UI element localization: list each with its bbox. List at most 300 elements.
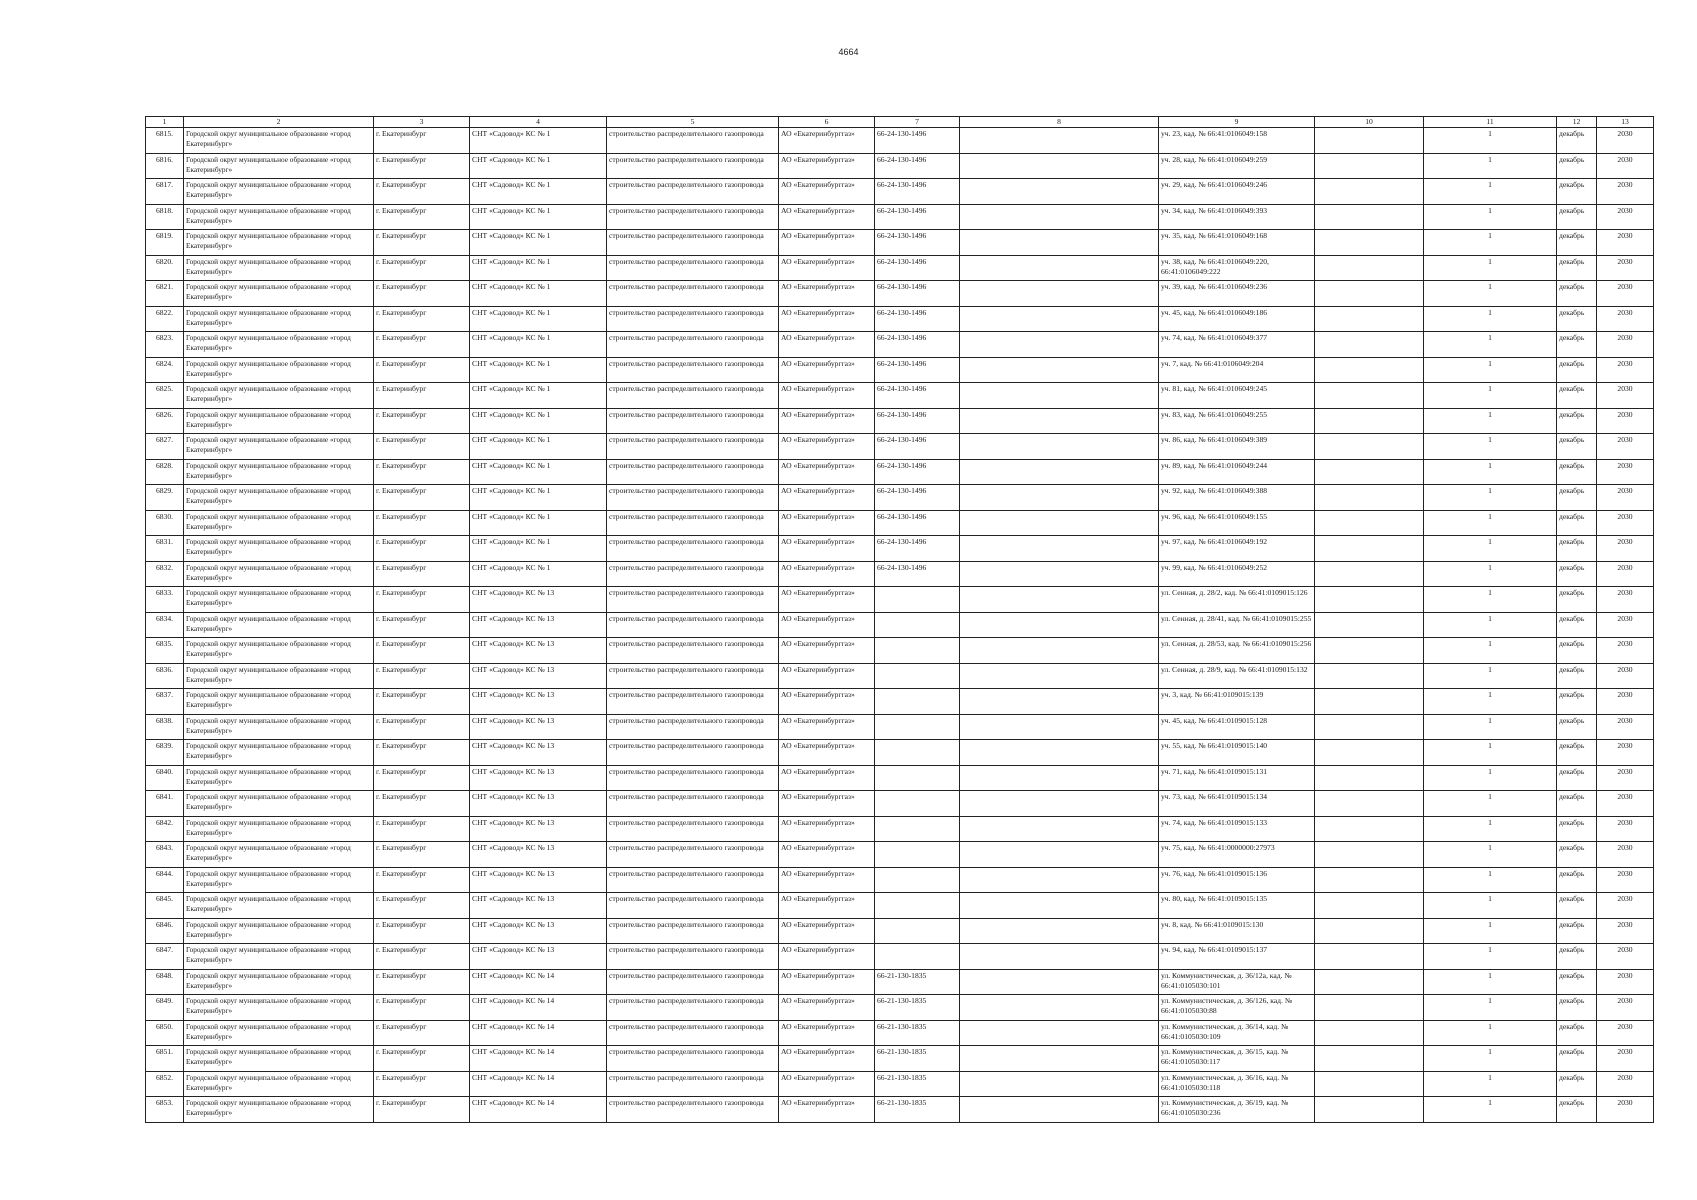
cell-quantity: 1 (1424, 128, 1557, 154)
cell-plot-cadastral: уч. 45, кад. № 66:41:0109015:128 (1159, 714, 1315, 740)
cell-year: 2030 (1597, 689, 1654, 715)
cell-location-object: СНТ «Садовод» КС № 13 (470, 918, 607, 944)
cell-quantity: 1 (1424, 485, 1557, 511)
cell-organization: АО «Екатеринбурггаз» (779, 357, 875, 383)
cell-municipality: Городской округ муниципальное образование «город Екатеринбург» (184, 357, 374, 383)
cell-plot-cadastral: уч. 3, кад. № 66:41:0109015:139 (1159, 689, 1315, 715)
cell-reserve (1315, 842, 1424, 868)
cell-month: декабрь (1557, 893, 1597, 919)
cell-work-type: строительство распределительного газопровода (607, 638, 779, 664)
cell-year: 2030 (1597, 383, 1654, 409)
cell-work-type: строительство распределительного газопровода (607, 255, 779, 281)
cell-location-object: СНТ «Садовод» КС № 13 (470, 587, 607, 613)
cell-quantity: 1 (1424, 1046, 1557, 1072)
cell-month: декабрь (1557, 536, 1597, 562)
cell-row-number: 6831. (146, 536, 184, 562)
cell-row-number: 6825. (146, 383, 184, 409)
column-header-5: 5 (607, 117, 779, 128)
cell-month: декабрь (1557, 153, 1597, 179)
cell-year: 2030 (1597, 204, 1654, 230)
cell-quantity: 1 (1424, 408, 1557, 434)
cell-year: 2030 (1597, 918, 1654, 944)
cell-municipality: Городской округ муниципальное образование «город Екатеринбург» (184, 536, 374, 562)
cell-organization: АО «Екатеринбурггаз» (779, 612, 875, 638)
cell-location-object: СНТ «Садовод» КС № 1 (470, 332, 607, 358)
cell-permit-number: 66-24-130-1496 (875, 204, 960, 230)
cell-permit-number: 66-21-130-1835 (875, 1046, 960, 1072)
cell-note (960, 969, 1159, 995)
cell-note (960, 434, 1159, 460)
cell-location-object: СНТ «Садовод» КС № 14 (470, 1097, 607, 1123)
cell-permit-number: 66-24-130-1496 (875, 153, 960, 179)
cell-locality: г. Екатеринбург (374, 612, 470, 638)
cell-location-object: СНТ «Садовод» КС № 1 (470, 485, 607, 511)
cell-plot-cadastral: ул. Сенная, д. 28/2, кад. № 66:41:0109015:126 (1159, 587, 1315, 613)
cell-work-type: строительство распределительного газопровода (607, 791, 779, 817)
cell-work-type: строительство распределительного газопровода (607, 383, 779, 409)
cell-municipality: Городской округ муниципальное образование «город Екатеринбург» (184, 944, 374, 970)
cell-work-type: строительство распределительного газопровода (607, 434, 779, 460)
cell-organization: АО «Екатеринбурггаз» (779, 459, 875, 485)
cell-locality: г. Екатеринбург (374, 893, 470, 919)
cell-row-number: 6849. (146, 995, 184, 1021)
cell-plot-cadastral: уч. 74, кад. № 66:41:0106049:377 (1159, 332, 1315, 358)
cell-quantity: 1 (1424, 969, 1557, 995)
cell-work-type: строительство распределительного газопровода (607, 536, 779, 562)
column-header-10: 10 (1315, 117, 1424, 128)
cell-organization: АО «Екатеринбурггаз» (779, 740, 875, 766)
cell-plot-cadastral: уч. 55, кад. № 66:41:0109015:140 (1159, 740, 1315, 766)
cell-note (960, 714, 1159, 740)
table-row (146, 536, 1654, 562)
cell-year: 2030 (1597, 536, 1654, 562)
cell-plot-cadastral: ул. Коммунистическая, д. 36/126, кад. № 66:41:0105030:88 (1159, 995, 1315, 1021)
cell-reserve (1315, 408, 1424, 434)
cell-locality: г. Екатеринбург (374, 816, 470, 842)
cell-municipality: Городской округ муниципальное образование «город Екатеринбург» (184, 510, 374, 536)
cell-plot-cadastral: уч. 76, кад. № 66:41:0109015:136 (1159, 867, 1315, 893)
cell-work-type: строительство распределительного газопровода (607, 128, 779, 154)
cell-organization: АО «Екатеринбурггаз» (779, 969, 875, 995)
cell-location-object: СНТ «Садовод» КС № 1 (470, 434, 607, 460)
cell-reserve (1315, 740, 1424, 766)
cell-quantity: 1 (1424, 510, 1557, 536)
cell-quantity: 1 (1424, 816, 1557, 842)
cell-reserve (1315, 255, 1424, 281)
table-row (146, 714, 1654, 740)
cell-organization: АО «Екатеринбурггаз» (779, 1097, 875, 1123)
cell-year: 2030 (1597, 944, 1654, 970)
table-row (146, 204, 1654, 230)
cell-location-object: СНТ «Садовод» КС № 13 (470, 740, 607, 766)
cell-plot-cadastral: ул. Сенная, д. 28/53, кад. № 66:41:0109015:256 (1159, 638, 1315, 664)
cell-note (960, 816, 1159, 842)
table-row (146, 816, 1654, 842)
table-row (146, 587, 1654, 613)
cell-note (960, 408, 1159, 434)
cell-row-number: 6827. (146, 434, 184, 460)
cell-work-type: строительство распределительного газопровода (607, 230, 779, 256)
cell-row-number: 6820. (146, 255, 184, 281)
cell-permit-number (875, 689, 960, 715)
cell-locality: г. Екатеринбург (374, 561, 470, 587)
cell-row-number: 6828. (146, 459, 184, 485)
cell-locality: г. Екатеринбург (374, 791, 470, 817)
cell-permit-number: 66-21-130-1835 (875, 1071, 960, 1097)
cell-location-object: СНТ «Садовод» КС № 1 (470, 510, 607, 536)
cell-quantity: 1 (1424, 740, 1557, 766)
cell-plot-cadastral: уч. 83, кад. № 66:41:0106049:255 (1159, 408, 1315, 434)
cell-locality: г. Екатеринбург (374, 918, 470, 944)
cell-year: 2030 (1597, 179, 1654, 205)
cell-reserve (1315, 434, 1424, 460)
cell-row-number: 6817. (146, 179, 184, 205)
cell-year: 2030 (1597, 663, 1654, 689)
cell-note (960, 612, 1159, 638)
cell-plot-cadastral: уч. 7, кад. № 66:41:0106049:204 (1159, 357, 1315, 383)
cell-locality: г. Екатеринбург (374, 944, 470, 970)
cell-year: 2030 (1597, 842, 1654, 868)
cell-municipality: Городской округ муниципальное образование «город Екатеринбург» (184, 1020, 374, 1046)
cell-row-number: 6826. (146, 408, 184, 434)
cell-location-object: СНТ «Садовод» КС № 13 (470, 893, 607, 919)
cell-year: 2030 (1597, 408, 1654, 434)
cell-note (960, 867, 1159, 893)
cell-permit-number: 66-21-130-1835 (875, 1097, 960, 1123)
cell-plot-cadastral: уч. 81, кад. № 66:41:0106049:245 (1159, 383, 1315, 409)
cell-reserve (1315, 587, 1424, 613)
cell-organization: АО «Екатеринбурггаз» (779, 255, 875, 281)
column-header-2: 2 (184, 117, 374, 128)
table-row (146, 1071, 1654, 1097)
cell-reserve (1315, 561, 1424, 587)
cell-organization: АО «Екатеринбурггаз» (779, 306, 875, 332)
cell-permit-number (875, 791, 960, 817)
cell-reserve (1315, 714, 1424, 740)
cell-municipality: Городской округ муниципальное образование «город Екатеринбург» (184, 153, 374, 179)
cell-month: декабрь (1557, 255, 1597, 281)
table-row (146, 1046, 1654, 1072)
cell-locality: г. Екатеринбург (374, 1097, 470, 1123)
cell-location-object: СНТ «Садовод» КС № 1 (470, 383, 607, 409)
cell-municipality: Городской округ муниципальное образование «город Екатеринбург» (184, 434, 374, 460)
table-row (146, 1097, 1654, 1123)
table-row (146, 230, 1654, 256)
cell-organization: АО «Екатеринбурггаз» (779, 587, 875, 613)
cell-permit-number (875, 944, 960, 970)
table-row (146, 638, 1654, 664)
cell-row-number: 6832. (146, 561, 184, 587)
cell-work-type: строительство распределительного газопровода (607, 281, 779, 307)
cell-plot-cadastral: уч. 35, кад. № 66:41:0106049:168 (1159, 230, 1315, 256)
cell-row-number: 6824. (146, 357, 184, 383)
cell-quantity: 1 (1424, 867, 1557, 893)
cell-year: 2030 (1597, 510, 1654, 536)
cell-work-type: строительство распределительного газопровода (607, 510, 779, 536)
cell-month: декабрь (1557, 230, 1597, 256)
cell-work-type: строительство распределительного газопровода (607, 485, 779, 511)
cell-work-type: строительство распределительного газопровода (607, 944, 779, 970)
cell-permit-number: 66-21-130-1835 (875, 995, 960, 1021)
cell-plot-cadastral: уч. 23, кад. № 66:41:0106049:158 (1159, 128, 1315, 154)
cell-work-type: строительство распределительного газопровода (607, 1046, 779, 1072)
cell-month: декабрь (1557, 1097, 1597, 1123)
cell-plot-cadastral: ул. Коммунистическая, д. 36/14, кад. № 66:41:0105030:109 (1159, 1020, 1315, 1046)
cell-reserve (1315, 893, 1424, 919)
cell-municipality: Городской округ муниципальное образование «город Екатеринбург» (184, 383, 374, 409)
cell-year: 2030 (1597, 1020, 1654, 1046)
cell-row-number: 6839. (146, 740, 184, 766)
table-row (146, 944, 1654, 970)
cell-month: декабрь (1557, 740, 1597, 766)
cell-locality: г. Екатеринбург (374, 383, 470, 409)
cell-locality: г. Екатеринбург (374, 867, 470, 893)
cell-quantity: 1 (1424, 306, 1557, 332)
cell-plot-cadastral: уч. 39, кад. № 66:41:0106049:236 (1159, 281, 1315, 307)
cell-municipality: Городской округ муниципальное образование «город Екатеринбург» (184, 255, 374, 281)
cell-month: декабрь (1557, 638, 1597, 664)
table-row (146, 408, 1654, 434)
cell-location-object: СНТ «Садовод» КС № 13 (470, 842, 607, 868)
page-number: 4664 (838, 47, 859, 57)
cell-quantity: 1 (1424, 791, 1557, 817)
cell-month: декабрь (1557, 459, 1597, 485)
cell-organization: АО «Екатеринбурггаз» (779, 153, 875, 179)
cell-permit-number: 66-21-130-1835 (875, 969, 960, 995)
cell-quantity: 1 (1424, 944, 1557, 970)
column-header-8: 8 (960, 117, 1159, 128)
cell-note (960, 281, 1159, 307)
cell-location-object: СНТ «Садовод» КС № 1 (470, 255, 607, 281)
cell-year: 2030 (1597, 612, 1654, 638)
cell-reserve (1315, 1071, 1424, 1097)
cell-row-number: 6850. (146, 1020, 184, 1046)
cell-note (960, 128, 1159, 154)
cell-year: 2030 (1597, 434, 1654, 460)
cell-month: декабрь (1557, 485, 1597, 511)
cell-month: декабрь (1557, 765, 1597, 791)
cell-note (960, 995, 1159, 1021)
cell-locality: г. Екатеринбург (374, 587, 470, 613)
cell-reserve (1315, 765, 1424, 791)
table-row (146, 357, 1654, 383)
cell-year: 2030 (1597, 816, 1654, 842)
cell-month: декабрь (1557, 663, 1597, 689)
cell-municipality: Городской округ муниципальное образование «город Екатеринбург» (184, 995, 374, 1021)
cell-year: 2030 (1597, 765, 1654, 791)
cell-year: 2030 (1597, 1071, 1654, 1097)
cell-work-type: строительство распределительного газопровода (607, 893, 779, 919)
cell-organization: АО «Екатеринбурггаз» (779, 204, 875, 230)
cell-location-object: СНТ «Садовод» КС № 13 (470, 765, 607, 791)
cell-organization: АО «Екатеринбурггаз» (779, 918, 875, 944)
cell-reserve (1315, 306, 1424, 332)
cell-organization: АО «Екатеринбурггаз» (779, 1020, 875, 1046)
cell-municipality: Городской округ муниципальное образование «город Екатеринбург» (184, 179, 374, 205)
cell-permit-number (875, 612, 960, 638)
cell-month: декабрь (1557, 842, 1597, 868)
cell-organization: АО «Екатеринбурггаз» (779, 663, 875, 689)
cell-locality: г. Екатеринбург (374, 510, 470, 536)
table-row (146, 281, 1654, 307)
cell-municipality: Городской округ муниципальное образование «город Екатеринбург» (184, 816, 374, 842)
cell-municipality: Городской округ муниципальное образование «город Екатеринбург» (184, 791, 374, 817)
cell-note (960, 306, 1159, 332)
cell-note (960, 791, 1159, 817)
cell-municipality: Городской округ муниципальное образование «город Екатеринбург» (184, 969, 374, 995)
cell-row-number: 6836. (146, 663, 184, 689)
cell-municipality: Городской округ муниципальное образование «город Екатеринбург» (184, 1097, 374, 1123)
cell-permit-number (875, 842, 960, 868)
cell-location-object: СНТ «Садовод» КС № 1 (470, 153, 607, 179)
cell-municipality: Городской округ муниципальное образование «город Екатеринбург» (184, 765, 374, 791)
cell-municipality: Городской округ муниципальное образование «город Екатеринбург» (184, 485, 374, 511)
cell-year: 2030 (1597, 255, 1654, 281)
cell-quantity: 1 (1424, 255, 1557, 281)
cell-work-type: строительство распределительного газопровода (607, 179, 779, 205)
cell-organization: АО «Екатеринбурггаз» (779, 689, 875, 715)
column-header-11: 11 (1424, 117, 1557, 128)
cell-quantity: 1 (1424, 714, 1557, 740)
cell-plot-cadastral: уч. 75, кад. № 66:41:0000000:27973 (1159, 842, 1315, 868)
cell-year: 2030 (1597, 306, 1654, 332)
cell-work-type: строительство распределительного газопровода (607, 332, 779, 358)
cell-work-type: строительство распределительного газопровода (607, 204, 779, 230)
cell-month: декабрь (1557, 434, 1597, 460)
cell-row-number: 6823. (146, 332, 184, 358)
cell-organization: АО «Екатеринбурггаз» (779, 995, 875, 1021)
cell-location-object: СНТ «Садовод» КС № 14 (470, 1020, 607, 1046)
cell-reserve (1315, 663, 1424, 689)
cell-note (960, 357, 1159, 383)
cell-organization: АО «Екатеринбурггаз» (779, 230, 875, 256)
cell-row-number: 6847. (146, 944, 184, 970)
cell-quantity: 1 (1424, 1071, 1557, 1097)
cell-row-number: 6844. (146, 867, 184, 893)
cell-permit-number: 66-24-130-1496 (875, 255, 960, 281)
cell-reserve (1315, 867, 1424, 893)
cell-year: 2030 (1597, 230, 1654, 256)
cell-row-number: 6833. (146, 587, 184, 613)
cell-year: 2030 (1597, 893, 1654, 919)
cell-work-type: строительство распределительного газопровода (607, 561, 779, 587)
cell-work-type: строительство распределительного газопровода (607, 663, 779, 689)
column-header-7: 7 (875, 117, 960, 128)
cell-locality: г. Екатеринбург (374, 179, 470, 205)
cell-quantity: 1 (1424, 1097, 1557, 1123)
cell-month: декабрь (1557, 816, 1597, 842)
cell-permit-number: 66-24-130-1496 (875, 128, 960, 154)
cell-municipality: Городской округ муниципальное образование «город Екатеринбург» (184, 893, 374, 919)
cell-month: декабрь (1557, 969, 1597, 995)
table-row (146, 179, 1654, 205)
cell-row-number: 6818. (146, 204, 184, 230)
column-header-3: 3 (374, 117, 470, 128)
register-table (145, 116, 1654, 1123)
table-row (146, 842, 1654, 868)
cell-plot-cadastral: ул. Коммунистическая, д. 36/19, кад. № 66:41:0105030:236 (1159, 1097, 1315, 1123)
cell-organization: АО «Екатеринбурггаз» (779, 561, 875, 587)
cell-work-type: строительство распределительного газопровода (607, 740, 779, 766)
cell-row-number: 6852. (146, 1071, 184, 1097)
cell-location-object: СНТ «Садовод» КС № 1 (470, 561, 607, 587)
cell-row-number: 6835. (146, 638, 184, 664)
cell-year: 2030 (1597, 332, 1654, 358)
cell-municipality: Городской округ муниципальное образование «город Екатеринбург» (184, 842, 374, 868)
cell-reserve (1315, 944, 1424, 970)
cell-reserve (1315, 332, 1424, 358)
cell-organization: АО «Екатеринбурггаз» (779, 816, 875, 842)
cell-municipality: Городской округ муниципальное образование «город Екатеринбург» (184, 587, 374, 613)
cell-locality: г. Екатеринбург (374, 638, 470, 664)
cell-permit-number: 66-24-130-1496 (875, 536, 960, 562)
cell-reserve (1315, 153, 1424, 179)
cell-plot-cadastral: ул. Коммунистическая, д. 36/12а, кад. № 66:41:0105030:101 (1159, 969, 1315, 995)
cell-municipality: Городской округ муниципальное образование «город Екатеринбург» (184, 714, 374, 740)
cell-month: декабрь (1557, 1020, 1597, 1046)
cell-work-type: строительство распределительного газопровода (607, 995, 779, 1021)
table-row (146, 510, 1654, 536)
cell-work-type: строительство распределительного газопровода (607, 816, 779, 842)
cell-quantity: 1 (1424, 995, 1557, 1021)
cell-quantity: 1 (1424, 332, 1557, 358)
cell-work-type: строительство распределительного газопровода (607, 765, 779, 791)
cell-municipality: Городской округ муниципальное образование «город Екатеринбург» (184, 459, 374, 485)
cell-permit-number (875, 867, 960, 893)
table-row (146, 612, 1654, 638)
table-row (146, 893, 1654, 919)
cell-row-number: 6841. (146, 791, 184, 817)
cell-locality: г. Екатеринбург (374, 230, 470, 256)
table-row (146, 561, 1654, 587)
cell-note (960, 765, 1159, 791)
cell-quantity: 1 (1424, 893, 1557, 919)
cell-municipality: Городской округ муниципальное образование «город Екатеринбург» (184, 918, 374, 944)
cell-locality: г. Екатеринбург (374, 204, 470, 230)
cell-plot-cadastral: ул. Сенная, д. 28/9, кад. № 66:41:0109015:132 (1159, 663, 1315, 689)
cell-organization: АО «Екатеринбурггаз» (779, 383, 875, 409)
cell-month: декабрь (1557, 383, 1597, 409)
cell-organization: АО «Екатеринбурггаз» (779, 536, 875, 562)
cell-locality: г. Екатеринбург (374, 842, 470, 868)
cell-locality: г. Екатеринбург (374, 969, 470, 995)
cell-permit-number: 66-24-130-1496 (875, 561, 960, 587)
cell-organization: АО «Екатеринбурггаз» (779, 485, 875, 511)
cell-year: 2030 (1597, 128, 1654, 154)
cell-location-object: СНТ «Садовод» КС № 13 (470, 689, 607, 715)
cell-year: 2030 (1597, 281, 1654, 307)
cell-row-number: 6843. (146, 842, 184, 868)
cell-work-type: строительство распределительного газопровода (607, 842, 779, 868)
cell-work-type: строительство распределительного газопровода (607, 153, 779, 179)
cell-permit-number (875, 587, 960, 613)
cell-location-object: СНТ «Садовод» КС № 1 (470, 128, 607, 154)
cell-month: декабрь (1557, 332, 1597, 358)
cell-month: декабрь (1557, 1046, 1597, 1072)
cell-municipality: Городской округ муниципальное образование «город Екатеринбург» (184, 740, 374, 766)
cell-work-type: строительство распределительного газопровода (607, 459, 779, 485)
column-header-6: 6 (779, 117, 875, 128)
column-header-12: 12 (1557, 117, 1597, 128)
cell-organization: АО «Екатеринбурггаз» (779, 1071, 875, 1097)
cell-location-object: СНТ «Садовод» КС № 13 (470, 944, 607, 970)
cell-plot-cadastral: уч. 92, кад. № 66:41:0106049:388 (1159, 485, 1315, 511)
cell-municipality: Городской округ муниципальное образование «город Екатеринбург» (184, 663, 374, 689)
cell-location-object: СНТ «Садовод» КС № 14 (470, 1046, 607, 1072)
cell-year: 2030 (1597, 485, 1654, 511)
cell-locality: г. Екатеринбург (374, 689, 470, 715)
cell-municipality: Городской округ муниципальное образование «город Екатеринбург» (184, 638, 374, 664)
